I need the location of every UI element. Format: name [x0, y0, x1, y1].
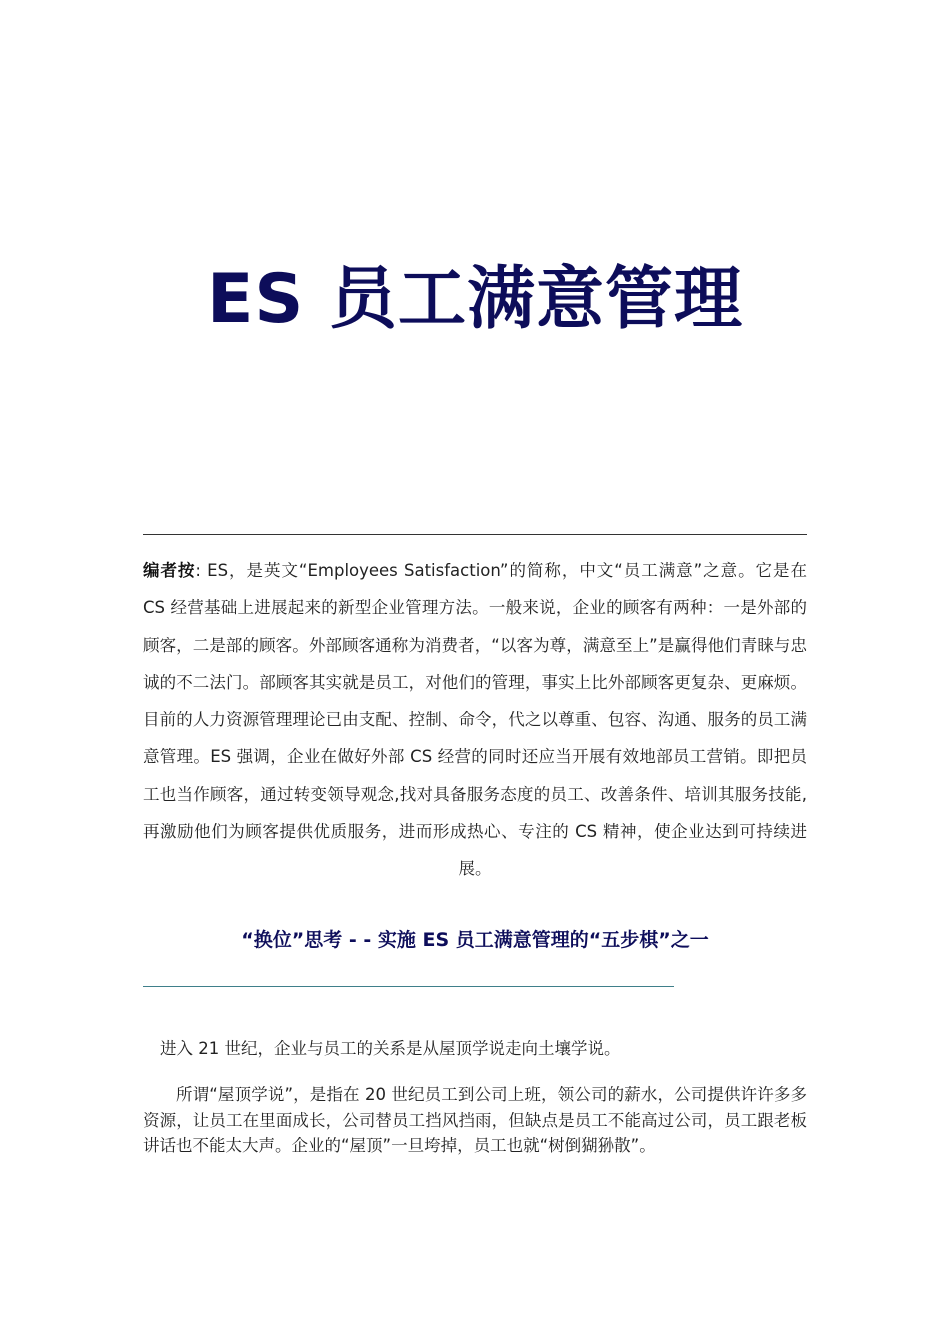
document-title: ES 员工满意管理 — [206, 260, 744, 339]
section-title: “换位”思考 - - 实施 ES 员工满意管理的“五步棋”之一 — [241, 929, 709, 951]
body-paragraph-1: 进入 21 世纪，企业与员工的关系是从屋顶学说走向土壤学说。 — [160, 1039, 621, 1058]
editor-note-label: 编者按 — [143, 561, 196, 580]
top-divider — [143, 534, 807, 535]
section-divider — [143, 986, 674, 987]
body-paragraph-2: 所谓“屋顶学说”，是指在 20 世纪员工到公司上班，领公司的薪水，公司提供许许多多资源，让员工在里面成长，公司替员工挡风挡雨，但缺点是员工不能高过公司，员工跟老板讲话也不能太大声。企业的“屋顶”一旦垮掉，员工也就“树倒猢狲散”。 — [143, 1085, 807, 1155]
editor-note-body: : ES，是英文“Employees Satisfaction”的简称，中文“员工满意”之意。它是在 CS 经营基础上进展起来的新型企业管理方法。一般来说，企业的顾客有两种：一是外部的顾客，二是部的顾客。外部顾客通称为消费者，“以客为尊，满意至上”是赢得他们青睐与忠诚的不二法门。部顾客其实就是员工，对他们的管理，事实上比外部顾客更复杂、更麻烦。目前的人力资源管理理论已由支配、控制、命令，代之以尊重、包容、沟通、服务的员工满意管理。ES 强调，企业在做好外部 CS 经营的同时还应当开展有效地部员工营销。即把员工也当作顾客，通过转变领导观念,找对具备服务态度的员工、改善条件、培训其服务技能,再激励他们为顾客提供优质服务，进而形成热心、专注的 CS 精神，使企业达到可持续进展。 — [143, 561, 807, 879]
editor-note — [143, 552, 807, 888]
